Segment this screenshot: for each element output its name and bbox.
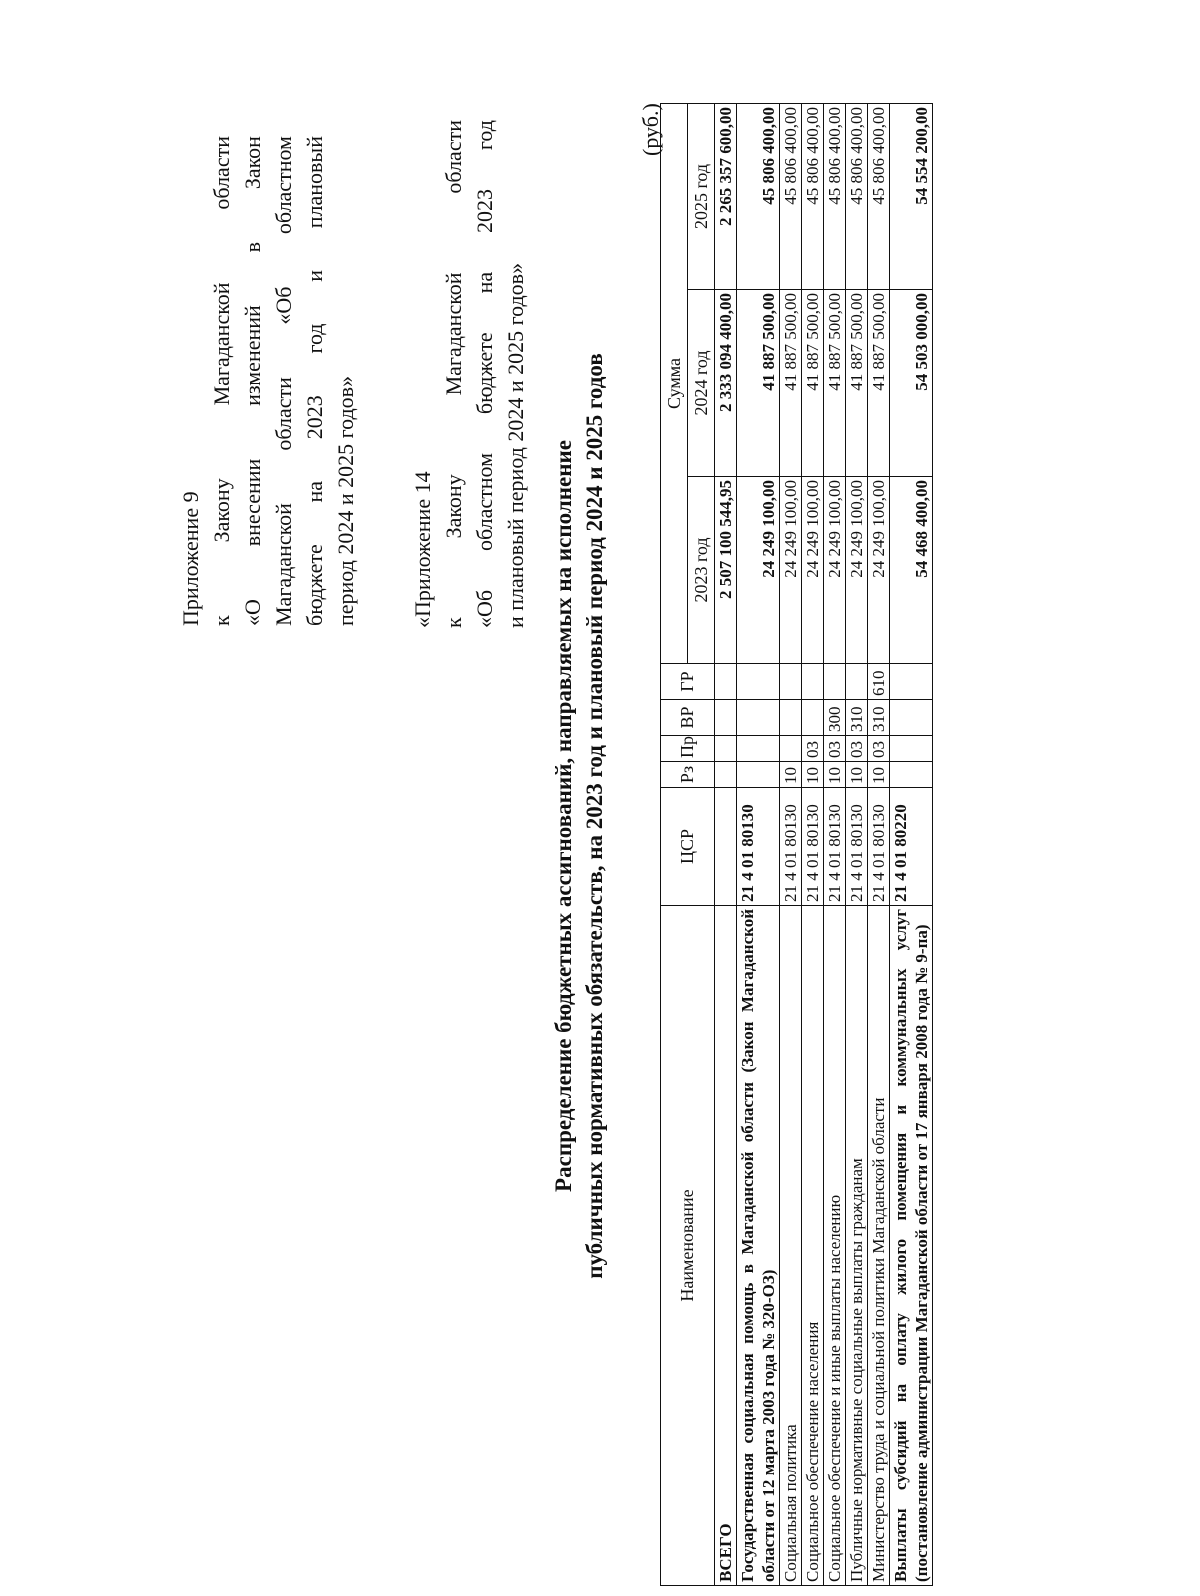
row-csr-cell: 21 4 01 80130 xyxy=(846,788,868,906)
table-row xyxy=(846,103,868,1585)
document-heading xyxy=(548,336,610,1296)
row-2024-cell: 41 887 500,00 xyxy=(868,290,890,477)
annex-word: области xyxy=(441,120,466,194)
annex-word: бюджете xyxy=(472,332,497,415)
row-pr-cell xyxy=(737,736,780,762)
annex-line xyxy=(268,136,299,626)
row-name-cell: Министерство труда и социальной политики Магаданской области xyxy=(868,906,890,1586)
row-pr-cell: 03 xyxy=(846,736,868,762)
row-name-cell: Выплаты субсидий на оплату жилого помещения и коммунальных услуг (постановление администрации Магаданской области от 17 января 2008 года № 9-па) xyxy=(890,906,933,1586)
annex-line xyxy=(237,136,268,626)
row-vr-cell: 310 xyxy=(868,700,890,736)
row-2025-cell: 45 806 400,00 xyxy=(824,103,846,289)
heading-line-2: публичных нормативных обязательств, на 2023 год и плановый период 2024 и 2025 годов xyxy=(582,353,607,1279)
header-2025: 2025 год xyxy=(688,103,715,289)
annex-word: год xyxy=(472,120,497,151)
header-2024: 2024 год xyxy=(688,290,715,477)
annex-word: к xyxy=(209,615,234,626)
table-row xyxy=(715,103,737,1585)
annex-word: «Об xyxy=(472,589,497,628)
row-vr-cell xyxy=(737,700,780,736)
annex-word: плановый xyxy=(302,136,327,229)
unit-label: (руб.) xyxy=(638,103,663,156)
row-2023-cell: 24 249 100,00 xyxy=(737,477,780,664)
annex-9-last-line: период 2024 и 2025 годов» xyxy=(333,375,358,626)
table-row xyxy=(802,103,824,1585)
annex-line xyxy=(469,120,500,628)
row-csr-cell xyxy=(715,788,737,906)
row-gr-cell xyxy=(802,664,824,700)
annex-14-lines xyxy=(438,120,500,628)
annex-word: 2023 xyxy=(472,188,497,233)
annex-word: Закону xyxy=(209,478,234,543)
budget-table xyxy=(660,103,933,1586)
annex-line xyxy=(438,120,469,628)
annex-word: на xyxy=(302,480,327,503)
row-2024-cell: 41 887 500,00 xyxy=(846,290,868,477)
annex-word: областном xyxy=(271,136,296,235)
row-2023-cell: 24 249 100,00 xyxy=(780,477,802,664)
row-rz-cell xyxy=(890,762,933,788)
annex-word: к xyxy=(441,617,466,628)
annex-14-title: «Приложение 14 xyxy=(410,471,435,628)
row-csr-cell: 21 4 01 80220 xyxy=(890,788,933,906)
table-row xyxy=(890,103,933,1585)
annex-word: на xyxy=(472,271,497,294)
table-row xyxy=(824,103,846,1585)
row-rz-cell: 10 xyxy=(868,762,890,788)
row-gr-cell xyxy=(846,664,868,700)
header-csr: ЦСР xyxy=(661,788,715,906)
row-rz-cell xyxy=(737,762,780,788)
row-pr-cell xyxy=(715,736,737,762)
row-name-cell: Социальная политика xyxy=(780,906,802,1586)
row-gr-cell xyxy=(890,664,933,700)
annex-word: год xyxy=(302,323,327,354)
annex-word: внесении xyxy=(240,458,265,547)
row-gr-cell xyxy=(824,664,846,700)
annex-14-note xyxy=(407,120,531,628)
row-2023-cell: 24 249 100,00 xyxy=(868,477,890,664)
row-vr-cell: 300 xyxy=(824,700,846,736)
annex-word: области xyxy=(271,377,296,451)
header-sum: Сумма xyxy=(661,103,688,663)
annex-word: изменений xyxy=(240,305,265,406)
row-2025-cell: 45 806 400,00 xyxy=(846,103,868,289)
row-rz-cell xyxy=(715,762,737,788)
row-2025-cell: 2 265 357 600,00 xyxy=(715,103,737,289)
row-csr-cell: 21 4 01 80130 xyxy=(802,788,824,906)
header-2023: 2023 год xyxy=(688,477,715,664)
row-name-cell: Социальное обеспечение и иные выплаты населению xyxy=(824,906,846,1586)
header-gr: ГР xyxy=(661,664,715,700)
row-pr-cell xyxy=(890,736,933,762)
header-name: Наименование xyxy=(661,906,715,1586)
row-vr-cell xyxy=(715,700,737,736)
row-2025-cell: 45 806 400,00 xyxy=(780,103,802,289)
annex-line xyxy=(299,136,330,626)
table-row xyxy=(868,103,890,1585)
row-2025-cell: 45 806 400,00 xyxy=(737,103,780,289)
table-row xyxy=(737,103,780,1585)
annex-word: Закон xyxy=(240,136,265,190)
row-2025-cell: 54 554 200,00 xyxy=(890,103,933,289)
heading-line-1: Распределение бюджетных ассигнований, направляемых на исполнение xyxy=(551,440,576,1192)
row-name-cell: Социальное обеспечение населения xyxy=(802,906,824,1586)
row-2023-cell: 24 249 100,00 xyxy=(846,477,868,664)
annex-9-note xyxy=(175,136,361,626)
annex-word: 2023 xyxy=(302,395,327,440)
row-2023-cell: 54 468 400,00 xyxy=(890,477,933,664)
row-name-cell: Государственная социальная помощь в Магаданской области (Закон Магаданской области от 12 марта 2003 года № 320-ОЗ) xyxy=(737,906,780,1586)
row-vr-cell: 310 xyxy=(846,700,868,736)
row-2024-cell: 41 887 500,00 xyxy=(737,290,780,477)
row-gr-cell xyxy=(715,664,737,700)
row-pr-cell xyxy=(780,736,802,762)
row-vr-cell xyxy=(802,700,824,736)
annex-word: Магаданской xyxy=(271,503,296,626)
row-pr-cell: 03 xyxy=(824,736,846,762)
row-gr-cell xyxy=(780,664,802,700)
annex-word: Магаданской xyxy=(441,272,466,396)
annex-word: областном xyxy=(472,452,497,552)
row-csr-cell: 21 4 01 80130 xyxy=(780,788,802,906)
row-gr-cell: 610 xyxy=(868,664,890,700)
row-rz-cell: 10 xyxy=(824,762,846,788)
annex-word: в xyxy=(240,241,265,253)
annex-word: Магаданской xyxy=(209,282,234,406)
row-2025-cell: 45 806 400,00 xyxy=(802,103,824,289)
row-rz-cell: 10 xyxy=(846,762,868,788)
annex-word: Закону xyxy=(441,474,466,539)
row-2024-cell: 2 333 094 400,00 xyxy=(715,290,737,477)
row-2024-cell: 41 887 500,00 xyxy=(780,290,802,477)
annex-word: «О xyxy=(240,599,265,626)
annex-word: «Об xyxy=(271,286,296,325)
table-row xyxy=(780,103,802,1585)
row-csr-cell: 21 4 01 80130 xyxy=(737,788,780,906)
row-2025-cell: 45 806 400,00 xyxy=(868,103,890,289)
row-gr-cell xyxy=(737,664,780,700)
row-2024-cell: 41 887 500,00 xyxy=(824,290,846,477)
row-2024-cell: 54 503 000,00 xyxy=(890,290,933,477)
row-csr-cell: 21 4 01 80130 xyxy=(824,788,846,906)
row-rz-cell: 10 xyxy=(780,762,802,788)
row-name-cell: ВСЕГО xyxy=(715,906,737,1586)
annex-word: и xyxy=(302,269,327,282)
row-rz-cell: 10 xyxy=(802,762,824,788)
row-csr-cell: 21 4 01 80130 xyxy=(868,788,890,906)
row-vr-cell xyxy=(890,700,933,736)
row-pr-cell: 03 xyxy=(868,736,890,762)
annex-14-last-line: и плановый период 2024 и 2025 годов» xyxy=(503,262,528,628)
table-header-row xyxy=(661,103,688,1585)
annex-line xyxy=(206,136,237,626)
annex-word: области xyxy=(209,136,234,210)
header-rz: Рз xyxy=(661,762,715,788)
annex-9-lines xyxy=(206,136,330,626)
header-vr: ВР xyxy=(661,700,715,736)
row-2023-cell: 24 249 100,00 xyxy=(802,477,824,664)
row-pr-cell: 03 xyxy=(802,736,824,762)
row-2024-cell: 41 887 500,00 xyxy=(802,290,824,477)
row-2023-cell: 24 249 100,00 xyxy=(824,477,846,664)
header-pr: Пр xyxy=(661,736,715,762)
row-name-cell: Публичные нормативные социальные выплаты гражданам xyxy=(846,906,868,1586)
row-2023-cell: 2 507 100 544,95 xyxy=(715,477,737,664)
annex-word: бюджете xyxy=(302,544,327,626)
row-vr-cell xyxy=(780,700,802,736)
annex-9-title: Приложение 9 xyxy=(178,491,203,626)
